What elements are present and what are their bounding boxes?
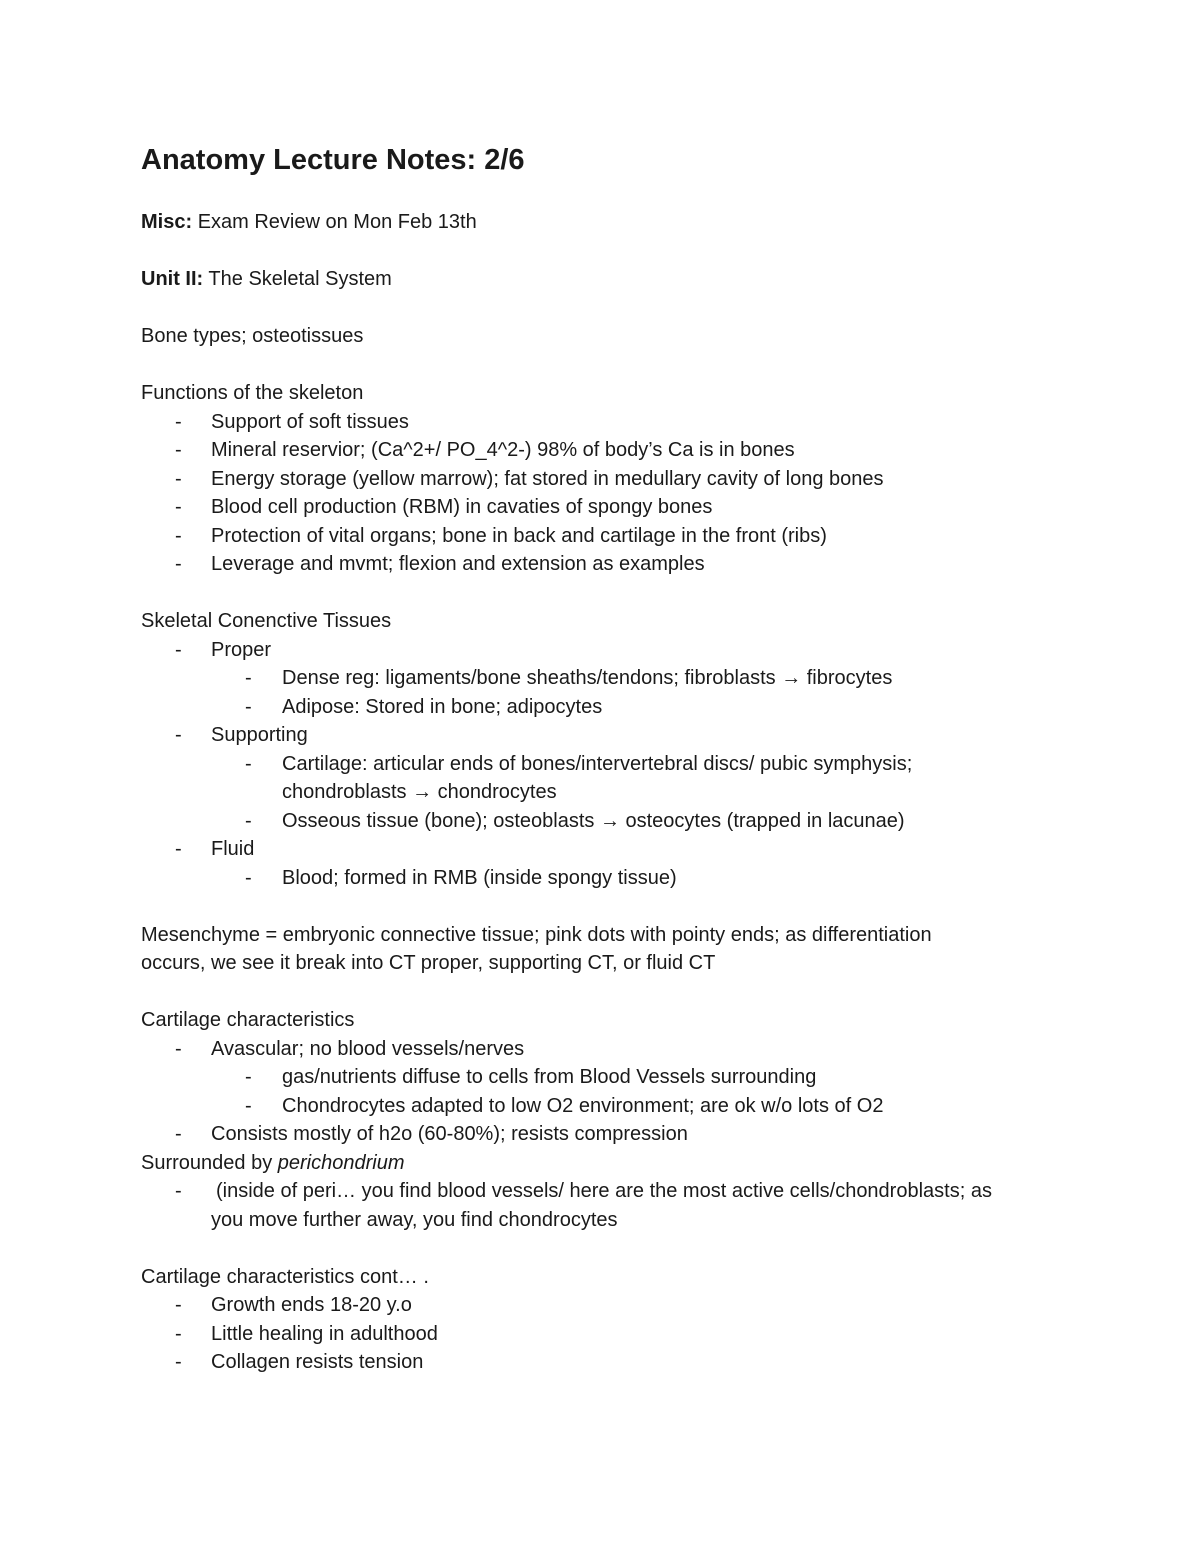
surrounded-line (141, 1149, 1081, 1178)
list-item (141, 550, 1081, 579)
list-item (141, 522, 1081, 551)
sub-list-item (141, 664, 1081, 693)
list-item-text: you move further away, you find chondrocytes (211, 1208, 618, 1231)
unit-line (141, 265, 1081, 294)
list-item-text: (inside of peri… you find blood vessels/ here are the most active cells/chondroblasts; as (216, 1180, 992, 1202)
sub-list-item-continuation (141, 778, 1081, 807)
list-item-text: Mineral reservior; (Ca^2+/ PO_4^2-) 98% of body’s Ca is in bones (211, 439, 795, 461)
bullet-dash: - (175, 496, 182, 518)
list-item-text: Chondrocytes adapted to low O2 environment; are ok w/o lots of O2 (282, 1094, 884, 1117)
list-item-text: Blood; formed in RMB (inside spongy tissue) (282, 866, 677, 889)
bullet-dash: - (245, 667, 252, 689)
list-item-text: chondroblasts → chondrocytes (282, 781, 557, 803)
sub-list-item (141, 1063, 1081, 1092)
bullet-dash: - (175, 1037, 182, 1060)
sub-list-item (141, 1092, 1081, 1121)
bullet-dash: - (175, 1123, 182, 1145)
list-item (141, 1177, 1081, 1206)
list-item (141, 835, 1081, 864)
misc-text: Exam Review on Mon Feb 13th (197, 211, 477, 233)
perichondrium-term: perichondrium (277, 1151, 405, 1174)
list-item-text: Little healing in adulthood (211, 1322, 438, 1345)
cartilage-heading: Cartilage characteristics (141, 1009, 355, 1031)
list-item-text: Adipose: Stored in bone; adipocytes (282, 695, 603, 718)
sub-list-item (141, 864, 1081, 893)
bullet-dash: - (245, 866, 252, 889)
list-item (141, 1120, 1081, 1149)
list-item-text: Proper (211, 638, 272, 661)
list-item (141, 1320, 1081, 1349)
list-item (141, 1348, 1081, 1377)
mesenchyme-line-1: Mesenchyme = embryonic connective tissue; pink dots with pointy ends; as differentiation (141, 923, 932, 946)
list-item (141, 1035, 1081, 1064)
bullet-dash: - (175, 467, 182, 490)
sub-list-item (141, 693, 1081, 722)
bullet-dash: - (175, 1294, 182, 1316)
bullet-dash: - (245, 1066, 252, 1088)
functions-heading: Functions of the skeleton (141, 382, 364, 404)
bullet-dash: - (245, 752, 252, 775)
list-item-text: Dense reg: ligaments/bone sheaths/tendons; fibroblasts → fibrocytes (282, 667, 893, 689)
list-item (141, 436, 1081, 465)
cartilage-cont-heading: Cartilage characteristics cont… . (141, 1265, 429, 1288)
list-item-text: Support of soft tissues (211, 410, 409, 433)
bullet-dash: - (175, 838, 182, 860)
surrounded-prefix: Surrounded by (141, 1151, 273, 1174)
list-item-text: Fluid (211, 838, 255, 860)
bullet-dash: - (175, 1180, 182, 1202)
list-item-text: Osseous tissue (bone); osteoblasts → osteocytes (trapped in lacunae) (282, 809, 905, 832)
bullet-dash: - (175, 410, 182, 433)
list-item-text: Blood cell production (RBM) in cavaties of spongy bones (211, 496, 713, 518)
unit-text: The Skeletal System (208, 268, 392, 290)
bullet-dash: - (175, 638, 182, 661)
list-item (141, 636, 1081, 665)
list-item-text: Growth ends 18-20 y.o (211, 1294, 412, 1316)
bullet-dash: - (175, 724, 182, 746)
bullet-dash: - (175, 1322, 182, 1345)
list-item-text: Avascular; no blood vessels/nerves (211, 1037, 525, 1060)
page-title: Anatomy Lecture Notes: 2/6 (141, 144, 525, 176)
misc-label: Misc: (141, 211, 193, 233)
list-item-text: Energy storage (yellow marrow); fat stored in medullary cavity of long bones (211, 467, 884, 490)
sub-list-item (141, 750, 1081, 779)
document-page (141, 140, 1081, 1377)
list-item (141, 408, 1081, 437)
bullet-dash: - (175, 439, 182, 461)
bullet-dash: - (245, 809, 252, 832)
list-item-text: gas/nutrients diffuse to cells from Blood Vessels surrounding (282, 1066, 817, 1088)
bullet-dash: - (245, 695, 252, 718)
bullet-dash: - (245, 1094, 252, 1117)
list-item-text: Cartilage: articular ends of bones/intervertebral discs/ pubic symphysis; (282, 752, 913, 775)
misc-line (141, 208, 1081, 237)
connective-heading: Skeletal Conenctive Tissues (141, 610, 392, 632)
mesenchyme-line-2: occurs, we see it break into CT proper, supporting CT, or fluid CT (141, 952, 716, 974)
bullet-dash: - (175, 1351, 182, 1373)
bullet-dash: - (175, 553, 182, 575)
bone-types-line: Bone types; osteotissues (141, 325, 364, 347)
list-item (141, 1291, 1081, 1320)
sub-list-item (141, 807, 1081, 836)
list-item-text: Protection of vital organs; bone in back and cartilage in the front (ribs) (211, 524, 827, 547)
list-item-text: Supporting (211, 724, 308, 746)
list-item (141, 721, 1081, 750)
list-item-continuation (141, 1206, 1081, 1235)
list-item (141, 493, 1081, 522)
list-item (141, 465, 1081, 494)
list-item-text: Leverage and mvmt; flexion and extension as examples (211, 553, 705, 575)
bullet-dash: - (175, 524, 182, 547)
list-item-text: Consists mostly of h2o (60-80%); resists compression (211, 1123, 688, 1145)
list-item-text: Collagen resists tension (211, 1351, 424, 1373)
unit-label: Unit II: (141, 268, 204, 290)
